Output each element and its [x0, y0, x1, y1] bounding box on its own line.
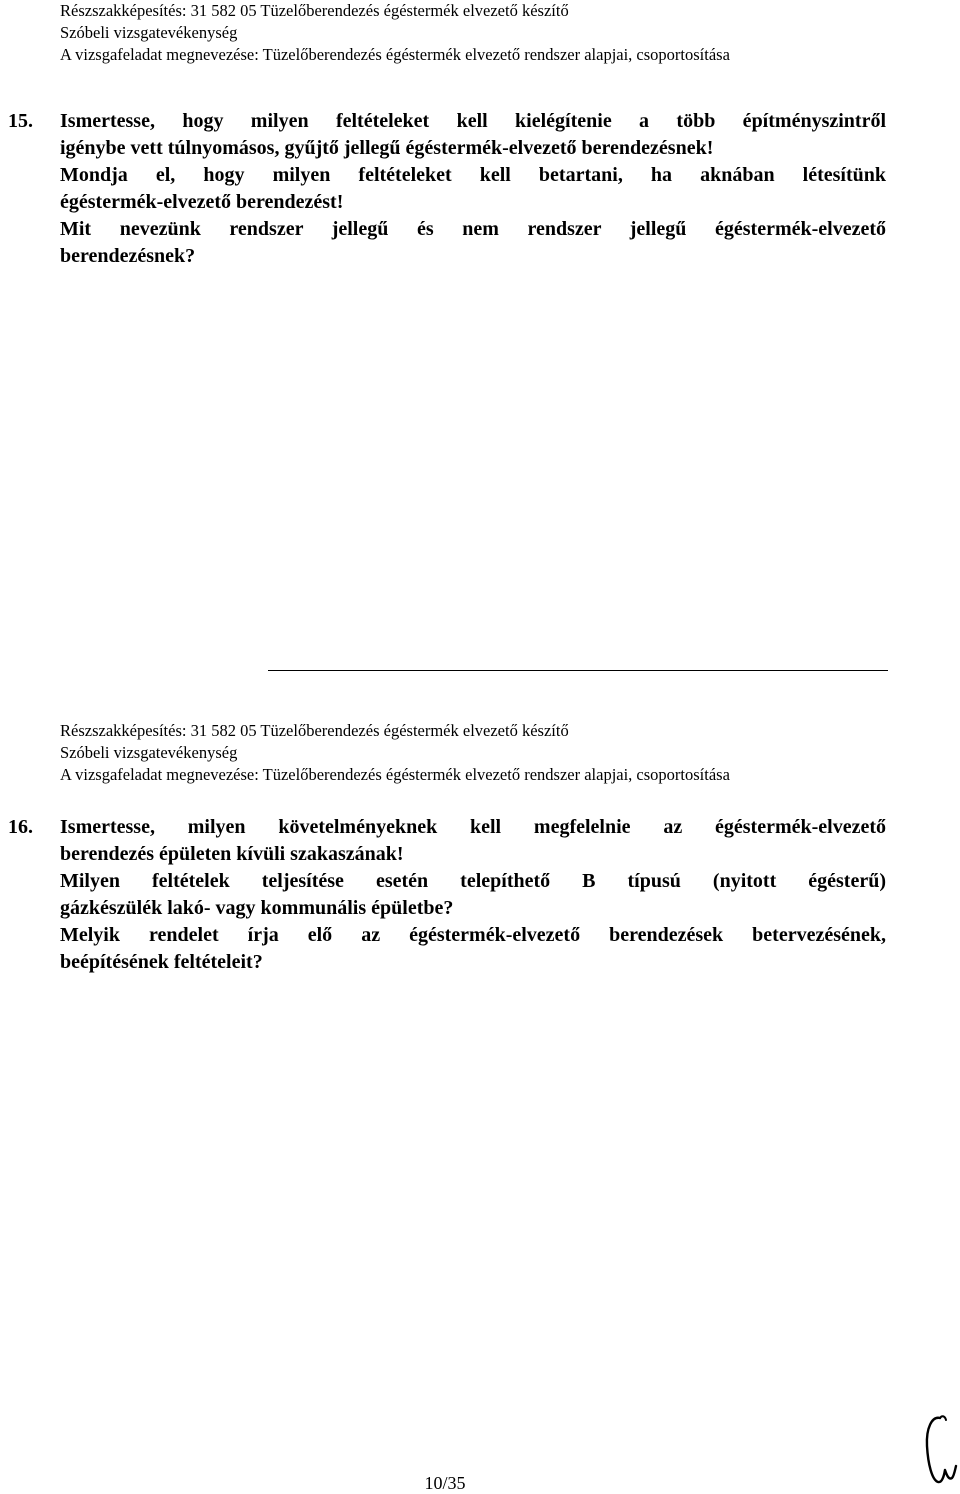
question-16 [8, 814, 886, 976]
question-line: égéstermék-elvezető berendezést! [60, 191, 344, 213]
question-line: Milyen feltételek teljesítése esetén telepíthető B típusú (nyitott égésterű) [60, 870, 886, 892]
header-qualification: Részszakképesítés: 31 582 05 Tüzelőberendezés égéstermék elvezető készítő [60, 721, 569, 740]
header-task-name: A vizsgafeladat megnevezése: Tüzelőberendezés égéstermék elvezető rendszer alapjai, csoportosítása [60, 45, 730, 64]
question-number: 16. [8, 816, 33, 838]
header-activity: Szóbeli vizsgatevékenység [60, 743, 238, 762]
question-line: Mondja el, hogy milyen feltételeket kell betartani, ha aknában létesítünk [60, 164, 886, 186]
header-qualification: Részszakképesítés: 31 582 05 Tüzelőberendezés égéstermék elvezető készítő [60, 1, 569, 20]
header-task-name: A vizsgafeladat megnevezése: Tüzelőberendezés égéstermék elvezető rendszer alapjai, csoportosítása [60, 765, 730, 784]
question-line: Ismertesse, milyen követelményeknek kell megfelelnie az égéstermék-elvezető [60, 816, 886, 838]
page-header-top [60, 0, 730, 66]
question-15 [8, 108, 886, 270]
question-line: berendezés épületen kívüli szakaszának! [60, 843, 404, 865]
header-activity: Szóbeli vizsgatevékenység [60, 23, 238, 42]
question-line: beépítésének feltételeit? [60, 951, 263, 973]
question-number: 15. [8, 110, 33, 132]
page-header-second [60, 720, 730, 786]
question-line: gázkészülék lakó- vagy kommunális épületbe? [60, 897, 454, 919]
question-line: berendezésnek? [60, 245, 196, 267]
question-line: Ismertesse, hogy milyen feltételeket kell kielégítenie a több építményszintről [60, 110, 886, 132]
page-divider [268, 670, 888, 671]
question-line: Mit nevezünk rendszer jellegű és nem rendszer jellegű égéstermék-elvezető [60, 218, 886, 240]
question-line: Melyik rendelet írja elő az égéstermék-elvezető berendezések betervezésének, [60, 924, 886, 946]
signature-icon [918, 1410, 958, 1490]
question-line: igénybe vett túlnyomásos, gyűjtő jellegű égéstermék-elvezető berendezésnek! [60, 137, 714, 159]
page-number: 10/35 [424, 1473, 466, 1493]
